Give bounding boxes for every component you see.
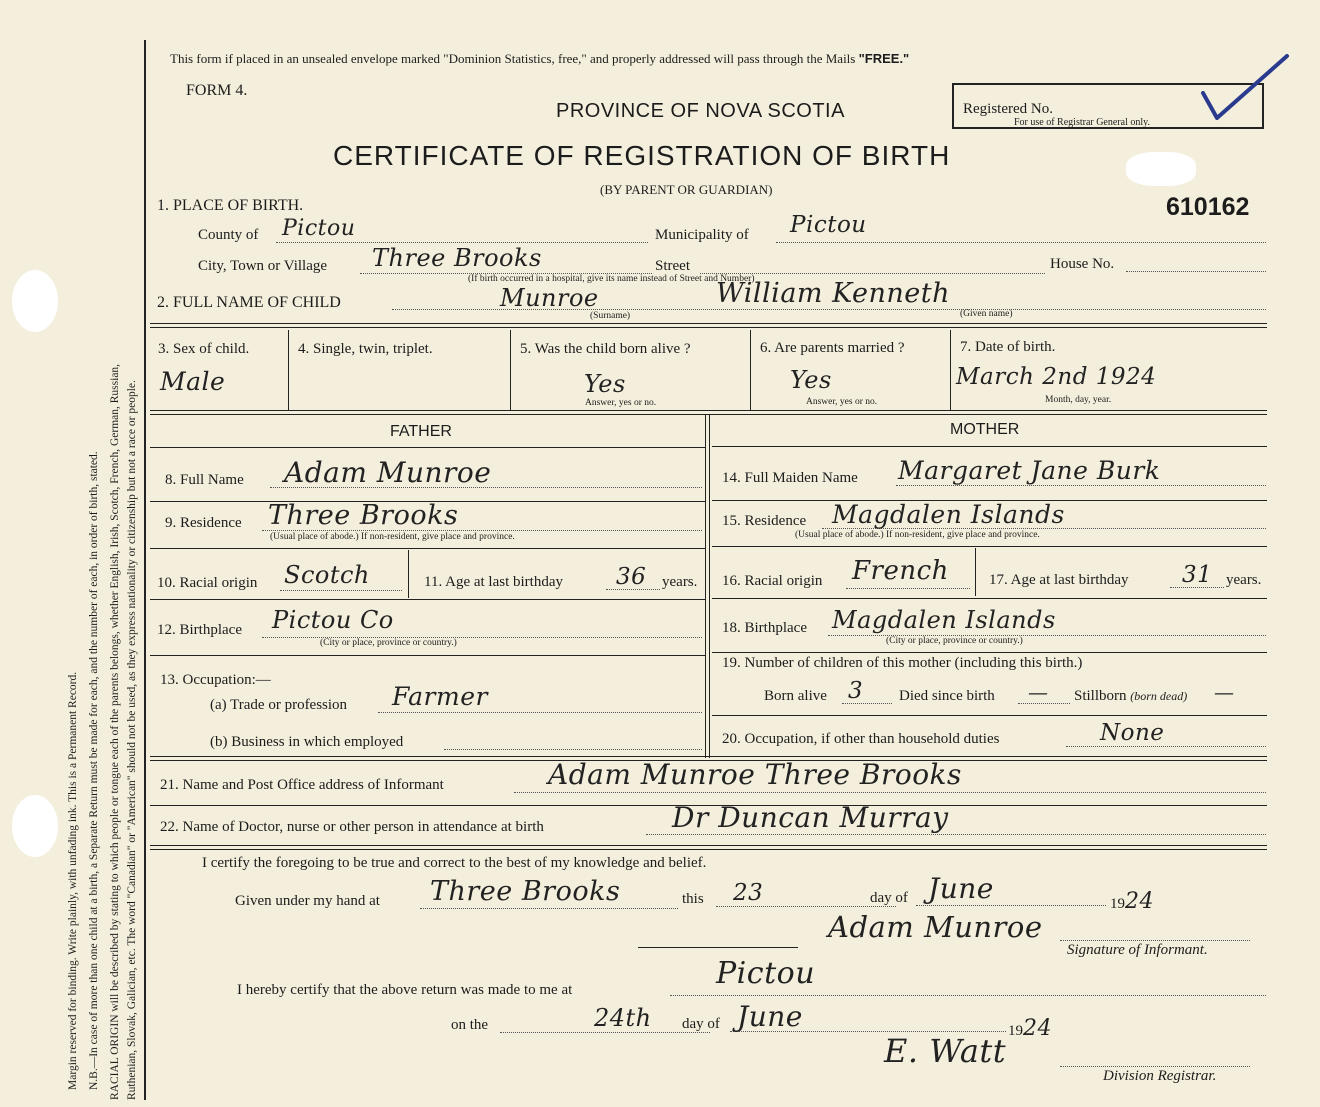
mother-name-line [896, 485, 1266, 486]
margin-border [144, 40, 146, 1100]
doctor-line [646, 834, 1266, 835]
informant-signature-line [1060, 940, 1250, 941]
punch-hole-bottom [12, 795, 58, 857]
mother-racial-value: French [852, 556, 949, 586]
certify-statement: I certify the foregoing to be true and correct to the best of my knowledge and belief. [202, 855, 707, 871]
father-name-label: 8. Full Name [165, 472, 244, 488]
city-value: Three Brooks [372, 244, 542, 272]
on-the-label: on the [451, 1017, 489, 1033]
row-divider-3 [750, 330, 751, 410]
rule-lower-a [150, 756, 1267, 757]
doctor-label: 22. Name of Doctor, nurse or other person in attendance at birth [160, 819, 544, 835]
registrar-signature: E. Watt [884, 1032, 1007, 1070]
mother-heading: MOTHER [950, 421, 1020, 438]
dob-label: 7. Date of birth. [960, 339, 1056, 355]
registered-note: For use of Registrar General only. [1014, 117, 1150, 128]
margin-note-binding: Margin reserved for binding. Write plainly, with unfading ink. This is a Permanent Record. [67, 671, 79, 1090]
doctor-value: Dr Duncan Murray [672, 801, 949, 834]
died-label: Died since birth [899, 688, 995, 704]
dob-caption: Month, day, year. [1045, 395, 1112, 405]
father-business-line [444, 749, 702, 750]
mother-row-19-rule [712, 715, 1267, 716]
alive-caption: Answer, yes or no. [585, 398, 657, 408]
mail-notice-text: This form if placed in an unsealed envelope marked "Dominion Statistics, free," and properly addressed will pass through the Mails [170, 51, 856, 66]
mother-name-label: 14. Full Maiden Name [722, 470, 858, 486]
street-label: Street [655, 258, 690, 274]
reg-year-value: 24 [1023, 1016, 1052, 1041]
informant-signature-caption: Signature of Informant. [1067, 942, 1208, 958]
given-label: Given under my hand at [235, 893, 380, 909]
hospital-note: (If birth occurred in a hospital, give its name instead of Street and Number) [468, 274, 755, 284]
certificate-title: CERTIFICATE OF REGISTRATION OF BIRTH [333, 140, 951, 171]
certificate-subtitle: (BY PARENT OR GUARDIAN) [600, 182, 773, 197]
married-label: 6. Are parents married ? [760, 340, 905, 356]
stillborn-label-text: Stillborn [1074, 688, 1127, 704]
informant-line [514, 792, 1266, 793]
father-birthplace-caption: (City or place, province or country.) [320, 638, 457, 648]
reg-day-value: 24th [594, 1004, 652, 1032]
mother-age-label: 17. Age at last birthday [989, 572, 1129, 588]
reg-month-value: June [737, 1000, 803, 1033]
reg-year-prefix: 19 [1008, 1023, 1023, 1039]
informant-label: 21. Name and Post Office address of Informant [160, 777, 444, 793]
mother-occupation-value: None [1100, 720, 1165, 746]
father-row-9-rule [150, 548, 705, 549]
father-business-label: (b) Business in which employed [210, 734, 404, 750]
child-surname-value: Munroe [500, 284, 599, 312]
mother-name-value: Margaret Jane Burk [898, 456, 1161, 485]
stillborn-value: — [1214, 680, 1235, 704]
mother-residence-value: Magdalen Islands [832, 500, 1065, 529]
county-line [276, 242, 648, 243]
father-age-label: 11. Age at last birthday [424, 574, 563, 590]
father-racial-value: Scotch [284, 561, 370, 589]
mother-residence-caption: (Usual place of abode.) If non-resident, give place and province. [795, 530, 1040, 540]
margin-note-racial-origin-cont: Ruthenian, Slovak, Galician, etc. The word "Canadian" or "American" should not be used, as they express nationality or citizenship but not a race or people. [126, 380, 138, 1100]
married-caption: Answer, yes or no. [806, 397, 878, 407]
year-value: 24 [1125, 889, 1154, 914]
mail-notice-free: "FREE." [858, 51, 910, 66]
county-label: County of [198, 227, 259, 243]
punch-hole-top [12, 270, 58, 332]
father-age-value: 36 [616, 564, 647, 590]
province-title: PROVINCE OF NOVA SCOTIA [556, 100, 845, 122]
mother-age-value: 31 [1182, 562, 1213, 588]
registrar-place-line [670, 995, 1266, 996]
alive-value: Yes [584, 370, 626, 398]
mother-residence-label: 15. Residence [722, 513, 807, 529]
sex-label: 3. Sex of child. [158, 341, 250, 357]
plurality-label: 4. Single, twin, triplet. [298, 341, 433, 357]
county-value: Pictou [282, 216, 356, 241]
mother-age-years: years. [1226, 572, 1262, 588]
married-value: Yes [790, 366, 832, 394]
registrar-place-value: Pictou [716, 956, 816, 991]
mother-row-15-rule [712, 546, 1267, 547]
given-place-value: Three Brooks [430, 876, 621, 907]
municipality-line [776, 242, 1266, 243]
mother-occupation-label: 20. Occupation, if other than household duties [722, 731, 1000, 747]
year-prefix: 19 [1110, 896, 1125, 912]
father-trade-value: Farmer [392, 682, 488, 711]
month-line [916, 905, 1106, 906]
form-number: FORM 4. [186, 82, 248, 99]
mother-racial-divider [975, 548, 976, 596]
house-label: House No. [1050, 256, 1115, 272]
mother-birthplace-label: 18. Birthplace [722, 620, 807, 636]
father-residence-value: Three Brooks [268, 500, 459, 531]
mother-heading-rule [712, 446, 1267, 447]
informant-value: Adam Munroe Three Brooks [548, 758, 962, 791]
this-label: this [682, 891, 704, 907]
white-patch [1126, 152, 1196, 186]
row-divider-4 [950, 330, 951, 410]
parents-divider-a [705, 414, 706, 758]
registrar-statement: I hereby certify that the above return was made to me at [237, 982, 573, 998]
informant-signature: Adam Munroe [828, 910, 1043, 944]
row-divider-1 [288, 330, 289, 410]
mother-birthplace-caption: (City or place, province or country.) [886, 636, 1023, 646]
stillborn-note: (born dead) [1130, 689, 1188, 703]
registrar-caption: Division Registrar. [1103, 1068, 1217, 1084]
registered-label: Registered No. [963, 101, 1053, 117]
father-birthplace-value: Pictou Co [272, 606, 394, 634]
father-racial-divider [408, 550, 409, 598]
check-mark-icon [1195, 48, 1295, 128]
father-name-value: Adam Munroe [284, 456, 492, 489]
rule-bottom-b [150, 849, 1267, 850]
father-row-10-rule [150, 599, 705, 600]
reg-year-label [1008, 1016, 1052, 1041]
rule-mid-a [150, 410, 1267, 411]
place-of-birth-label: 1. PLACE OF BIRTH. [157, 197, 304, 214]
municipality-value: Pictou [790, 212, 867, 238]
parents-divider-b [709, 414, 710, 758]
father-row-12-rule [150, 655, 705, 656]
reg-day-line [500, 1032, 710, 1033]
house-line [1126, 271, 1266, 272]
alive-label: 5. Was the child born alive ? [520, 341, 691, 357]
mother-row-18-rule [712, 652, 1267, 653]
father-residence-label: 9. Residence [165, 515, 242, 531]
day-of-label: day of [870, 890, 908, 906]
given-caption: (Given name) [960, 309, 1013, 319]
day-value: 23 [733, 880, 764, 906]
father-racial-line [280, 590, 402, 591]
stillborn-label [1074, 688, 1187, 705]
father-occupation-label: 13. Occupation:— [160, 672, 271, 688]
margin-note-racial-origin: RACIAL ORIGIN will be described by stating to which people or tongue each of the parents belongs, whether English, Irish, Scotch, French, German, Russian, [109, 363, 121, 1100]
father-racial-label: 10. Racial origin [157, 575, 258, 591]
died-value: — [1028, 680, 1049, 704]
mother-row-16-rule [712, 598, 1267, 599]
reg-day-of-label: day of [682, 1016, 720, 1032]
father-heading: FATHER [390, 423, 452, 440]
father-age-years: years. [662, 574, 698, 590]
year-label [1110, 889, 1154, 914]
father-heading-rule [150, 447, 705, 448]
month-value: June [928, 872, 994, 905]
child-name-label: 2. FULL NAME OF CHILD [157, 294, 341, 311]
dob-value: March 2nd 1924 [956, 364, 1157, 390]
father-birthplace-label: 12. Birthplace [157, 622, 242, 638]
father-residence-caption: (Usual place of abode.) If non-resident, give place and province. [270, 532, 515, 542]
rule-bottom-a [150, 845, 1267, 846]
mother-racial-label: 16. Racial origin [722, 573, 823, 589]
mother-occupation-line [1066, 746, 1266, 747]
born-alive-value: 3 [848, 678, 864, 704]
row-divider-2 [510, 330, 511, 410]
certificate-number: 610162 [1166, 193, 1250, 221]
day-line [716, 906, 896, 907]
separator-line [638, 947, 798, 948]
child-given-value: William Kenneth [716, 278, 951, 309]
sex-value: Male [160, 367, 226, 396]
mother-children-label: 19. Number of children of this mother (including this birth.) [722, 655, 1083, 671]
city-label: City, Town or Village [198, 258, 328, 274]
margin-note-multiple-births: N.B.—In case of more than one child at a birth, a Separate Return must be made for each, and the number of each, in order of birth, stated. [88, 451, 100, 1090]
born-alive-label: Born alive [764, 688, 827, 704]
mail-notice [170, 51, 909, 67]
father-trade-line [378, 712, 702, 713]
mother-birthplace-value: Magdalen Islands [832, 606, 1056, 634]
rule-top-b [150, 327, 1267, 328]
mother-racial-line [846, 588, 970, 589]
municipality-label: Municipality of [655, 227, 749, 243]
rule-top-a [150, 323, 1267, 324]
given-place-line [420, 908, 678, 909]
surname-caption: (Surname) [590, 311, 631, 321]
father-trade-label: (a) Trade or profession [210, 697, 348, 713]
registrar-signature-line [1060, 1066, 1250, 1067]
